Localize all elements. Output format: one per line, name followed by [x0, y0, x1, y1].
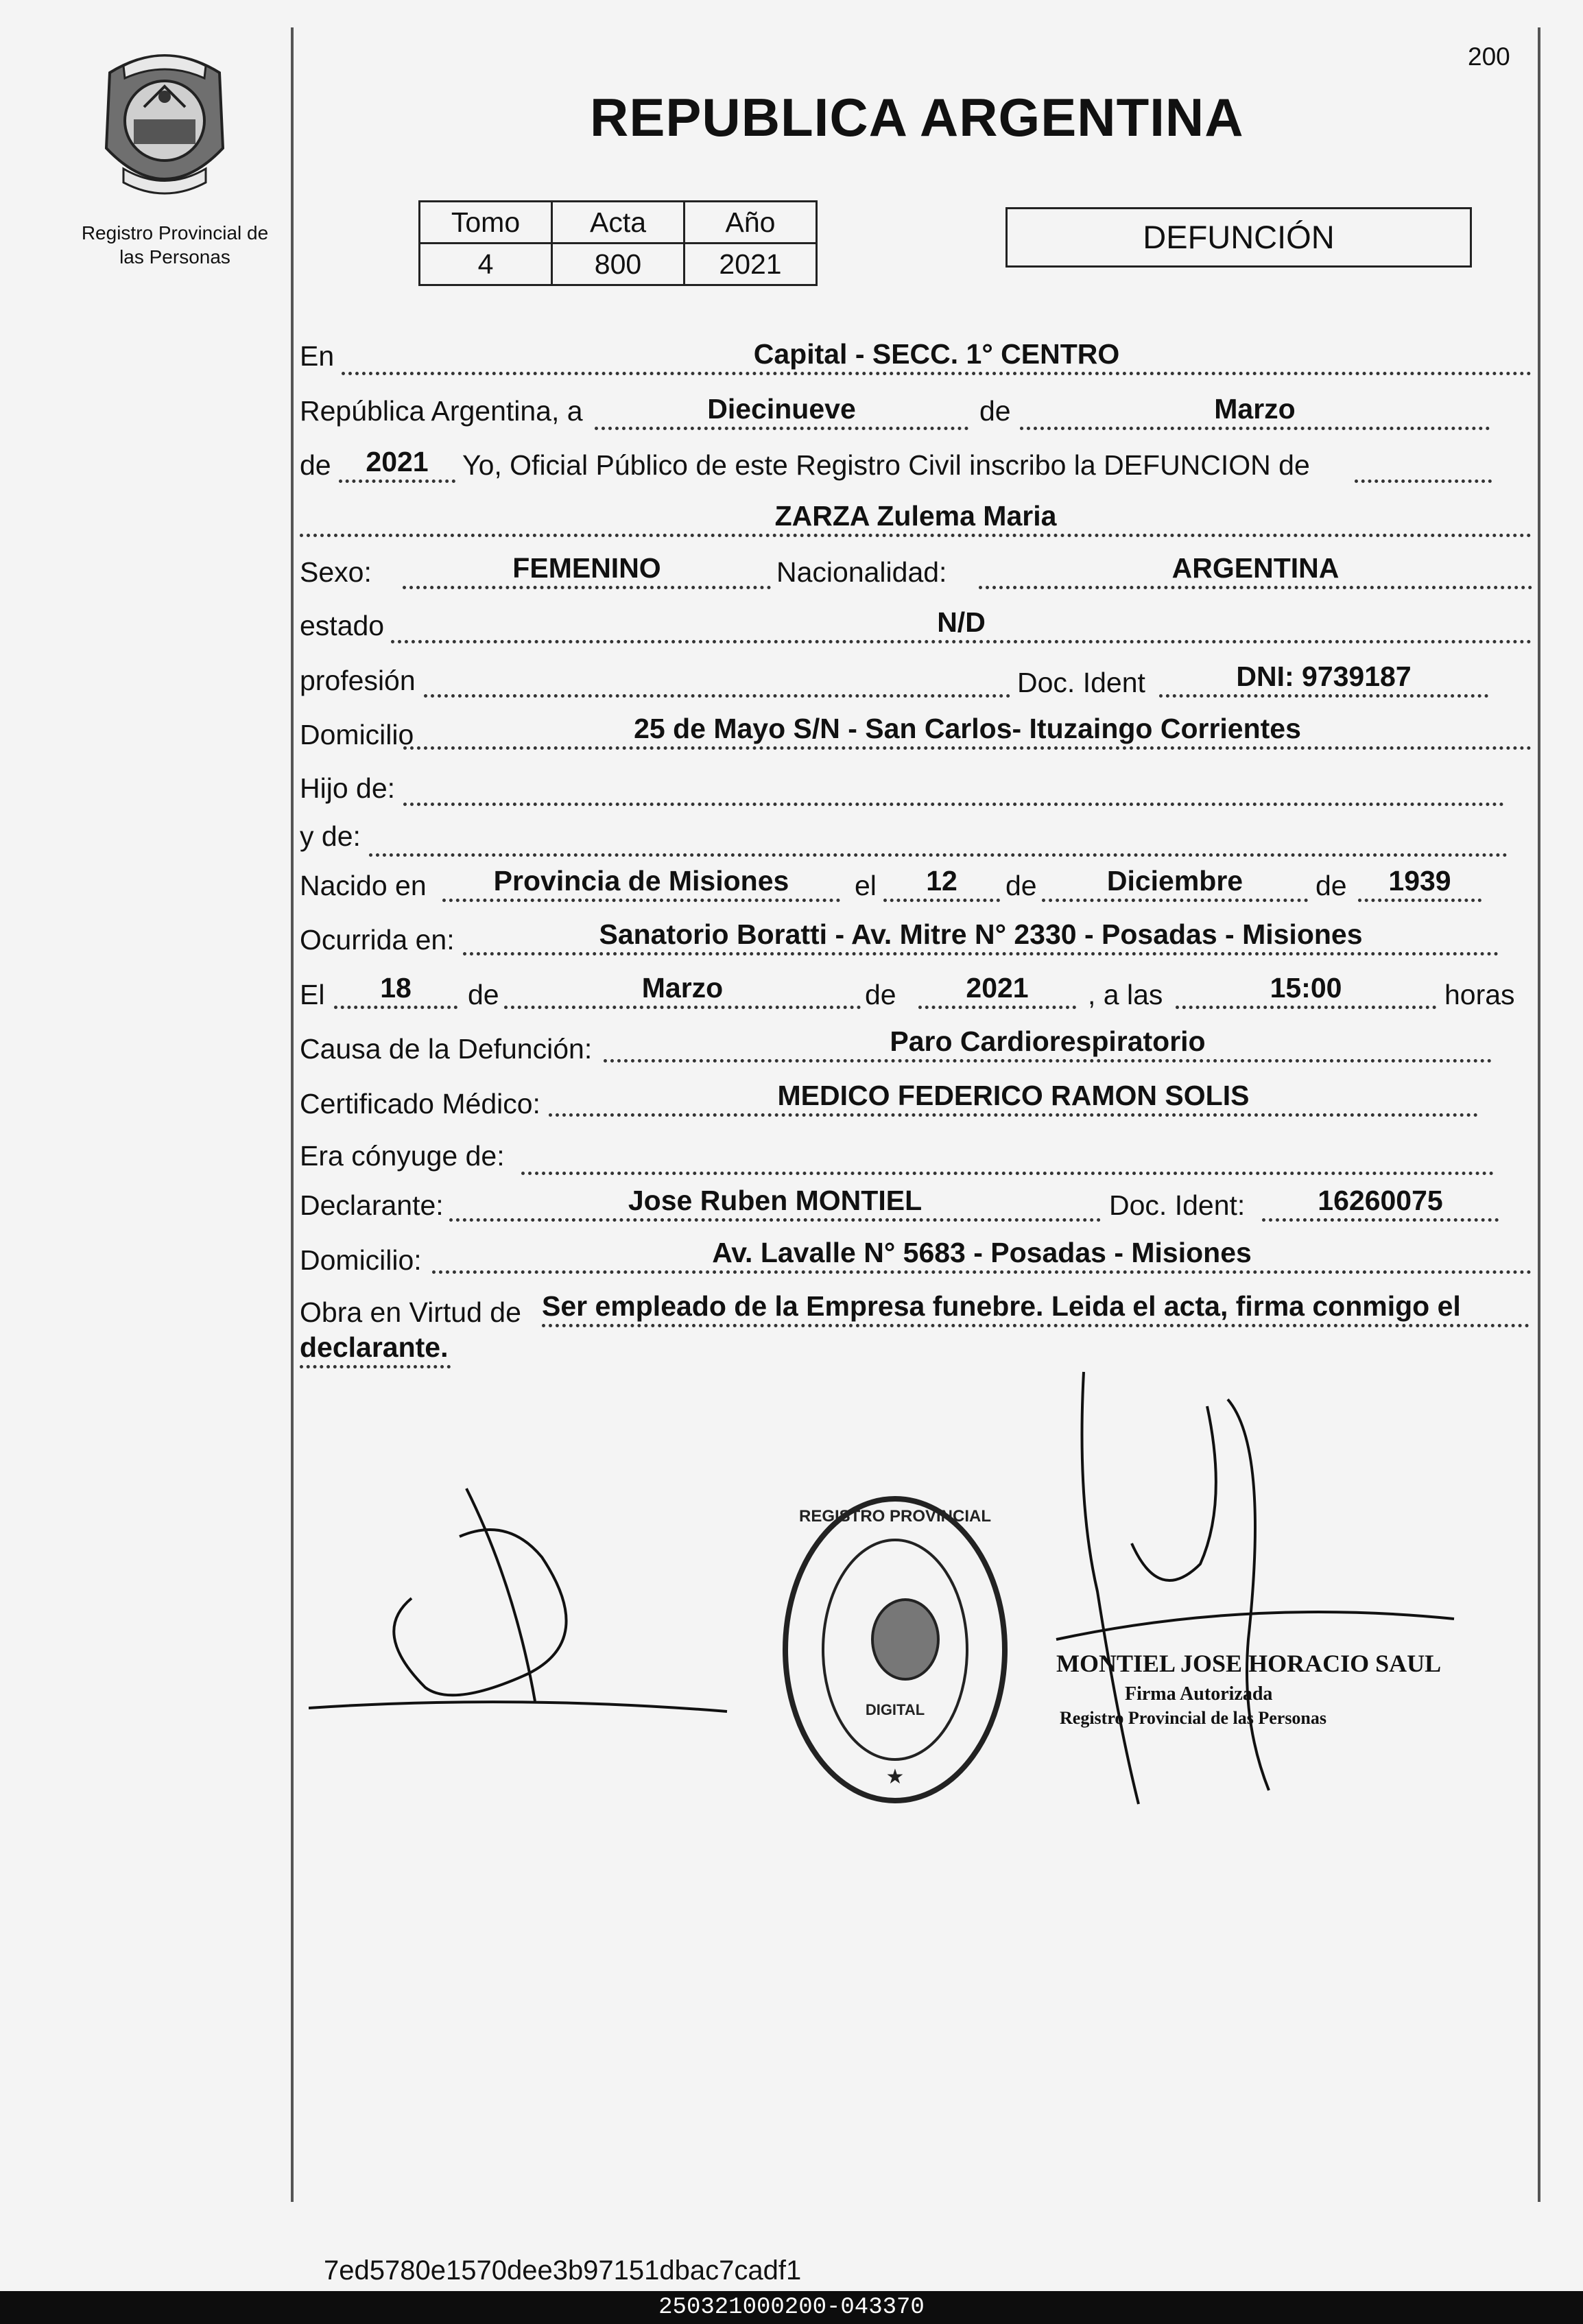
field-nacionalidad	[979, 553, 1532, 589]
field-dia-inscripcion	[595, 394, 968, 430]
label-obra: Obra en Virtud de	[300, 1296, 521, 1328]
field-declarante	[449, 1185, 1101, 1222]
label-de: de	[300, 449, 331, 481]
value-certificado: MEDICO FEDERICO RAMON SOLIS	[777, 1080, 1250, 1111]
field-ocurrida-en	[463, 919, 1499, 956]
field-nacido-en	[442, 866, 840, 902]
document-hash: 7ed5780e1570dee3b97151dbac7cadf1	[324, 2255, 802, 2286]
field-nombre-continuation	[1355, 447, 1492, 483]
value-fallecio-mes: Marzo	[641, 972, 724, 1004]
act-table-value: 2021	[685, 244, 817, 285]
label-estado: estado	[300, 610, 385, 641]
act-table-header: Tomo	[420, 202, 552, 244]
value-nacido-dia: 12	[926, 865, 957, 897]
field-hijo-de	[403, 770, 1504, 806]
field-obra-line1	[542, 1291, 1530, 1327]
act-reference-table	[418, 200, 818, 286]
svg-text:★: ★	[885, 1766, 905, 1788]
value-obra-line2: declarante.	[300, 1331, 449, 1363]
act-table-header: Acta	[552, 202, 685, 244]
field-fallecio-hora	[1176, 973, 1436, 1009]
official-signature	[1043, 1365, 1468, 1811]
value-nacido-mes: Diciembre	[1106, 865, 1243, 897]
value-obra-line1: Ser empleado de la Empresa funebre. Leida el acta, firma conmigo el	[542, 1290, 1461, 1322]
label-de: de	[1005, 870, 1037, 901]
svg-text:REGISTRO PROVINCIAL: REGISTRO PROVINCIAL	[798, 1507, 992, 1526]
act-table-value: 4	[420, 244, 552, 285]
label-el-cap: El	[300, 979, 325, 1010]
field-doc-ident	[1159, 661, 1488, 698]
field-declarante-doc	[1262, 1185, 1499, 1222]
official-role: Firma Autorizada	[1125, 1683, 1273, 1705]
label-domicilio: Domicilio	[300, 719, 414, 750]
field-domicilio	[403, 713, 1532, 750]
label-conyuge: Era cónyuge de:	[300, 1140, 505, 1172]
official-stamp	[775, 1489, 1015, 1811]
label-nacionalidad: Nacionalidad:	[776, 556, 947, 588]
field-mes-inscripcion	[1020, 394, 1490, 430]
field-fallecio-mes	[504, 973, 861, 1009]
svg-text:DIGITAL: DIGITAL	[865, 1701, 925, 1718]
value-causa: Paro Cardiorespiratorio	[890, 1025, 1206, 1057]
right-margin-line	[1538, 27, 1540, 2202]
label-declarante: Declarante:	[300, 1189, 444, 1221]
field-declarante-domicilio	[432, 1237, 1532, 1274]
page-number: 200	[1468, 43, 1510, 71]
field-certificado	[549, 1080, 1478, 1117]
registry-name: Registro Provincial de las Personas	[81, 222, 269, 268]
value-doc-ident: DNI: 9739187	[1236, 661, 1412, 692]
value-lugar: Capital - SECC. 1° CENTRO	[753, 338, 1120, 370]
label-doc-ident2: Doc. Ident:	[1109, 1189, 1246, 1221]
field-sexo	[403, 553, 771, 589]
field-obra-line2	[300, 1332, 451, 1368]
label-de: de	[979, 395, 1011, 427]
value-fallecio-dia: 18	[380, 972, 412, 1004]
official-office: Registro Provincial de las Personas	[1060, 1708, 1327, 1728]
act-table-header-row	[420, 202, 817, 244]
label-de: de	[468, 979, 499, 1010]
field-nacido-anio	[1358, 866, 1481, 902]
value-nombre: ZARZA Zulema Maria	[774, 500, 1057, 532]
label-de: de	[865, 979, 896, 1010]
value-anio-inscripcion: 2021	[366, 446, 429, 477]
label-y-de: y de:	[300, 820, 361, 852]
label-profesion: profesión	[300, 665, 416, 696]
value-estado: N/D	[937, 606, 986, 638]
label-causa: Causa de la Defunción:	[300, 1033, 593, 1065]
left-margin-line	[291, 27, 294, 2202]
field-profesion	[424, 661, 1010, 698]
act-type-box: DEFUNCIÓN	[1005, 207, 1472, 268]
label-hijo-de: Hijo de:	[300, 772, 396, 804]
value-fallecio-anio: 2021	[966, 972, 1029, 1004]
label-certificado: Certificado Médico:	[300, 1088, 540, 1119]
label-horas: horas	[1444, 979, 1515, 1010]
declarant-signature	[309, 1475, 734, 1735]
value-declarante-doc: 16260075	[1318, 1185, 1443, 1216]
value-declarante-domicilio: Av. Lavalle N° 5683 - Posadas - Misiones	[712, 1237, 1252, 1268]
value-domicilio: 25 de Mayo S/N - San Carlos- Ituzaingo Corrientes	[634, 713, 1301, 744]
value-sexo: FEMENINO	[512, 552, 661, 584]
act-table-value: 800	[552, 244, 685, 285]
label-a-las: , a las	[1088, 979, 1163, 1010]
field-fallecio-anio	[918, 973, 1076, 1009]
barcode-footer-bar: 250321000200-043370	[0, 2291, 1583, 2324]
act-table-value-row	[420, 244, 817, 285]
field-y-de	[369, 820, 1508, 857]
field-estado	[391, 607, 1532, 643]
official-name: MONTIEL JOSE HORACIO SAUL	[1056, 1650, 1442, 1677]
field-conyuge	[521, 1139, 1494, 1175]
field-lugar	[342, 339, 1532, 375]
label-doc-ident: Doc. Ident	[1017, 667, 1145, 698]
field-causa	[604, 1026, 1492, 1063]
misiones-province-seal	[96, 45, 233, 203]
value-ocurrida-en: Sanatorio Boratti - Av. Mitre N° 2330 - Posadas - Misiones	[599, 918, 1363, 950]
value-nacionalidad: ARGENTINA	[1171, 552, 1340, 584]
value-declarante: Jose Ruben MONTIEL	[628, 1185, 923, 1216]
value-fallecio-hora: 15:00	[1270, 972, 1342, 1004]
field-fallecio-dia	[334, 973, 457, 1009]
label-ocurrida-en: Ocurrida en:	[300, 924, 455, 956]
label-de: de	[1316, 870, 1347, 901]
value-nacido-en: Provincia de Misiones	[493, 865, 789, 897]
label-nacido-en: Nacido en	[300, 870, 427, 901]
field-nacido-mes	[1042, 866, 1308, 902]
label-el: el	[855, 870, 877, 901]
label-sexo: Sexo:	[300, 556, 372, 588]
label-domicilio2: Domicilio:	[300, 1244, 422, 1276]
field-nacido-dia	[883, 866, 1000, 902]
document-title: REPUBLICA ARGENTINA	[590, 87, 1244, 147]
label-republica: República Argentina, a	[300, 395, 583, 427]
value-mes-inscripcion: Marzo	[1214, 393, 1296, 425]
value-nacido-anio: 1939	[1388, 865, 1451, 897]
value-dia-inscripcion: Diecinueve	[707, 393, 856, 425]
label-yo-oficial: Yo, Oficial Público de este Registro Civil inscribo la DEFUNCION de	[462, 449, 1310, 481]
act-table-header: Año	[685, 202, 817, 244]
label-en: En	[300, 340, 335, 372]
field-nombre	[300, 501, 1532, 537]
field-anio-inscripcion	[339, 447, 455, 483]
